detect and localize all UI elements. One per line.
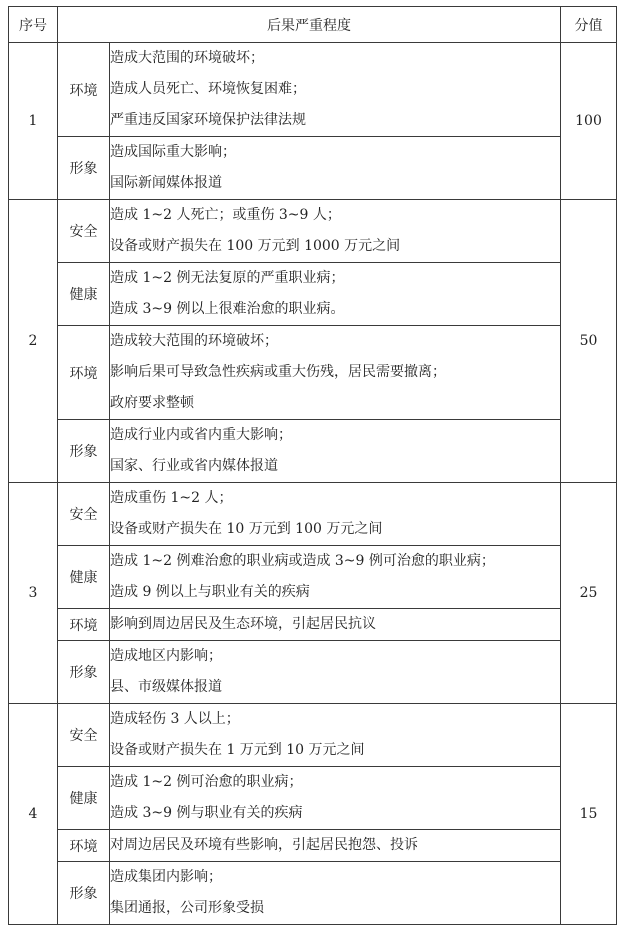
category-cell: 形象 bbox=[58, 420, 110, 483]
table-row bbox=[9, 420, 617, 483]
table-row bbox=[9, 830, 617, 862]
description-line: 造成地区内影响； bbox=[110, 648, 222, 664]
description-cell bbox=[110, 200, 561, 263]
category-cell: 形象 bbox=[58, 641, 110, 704]
description-line: 造成 1~2 例可治愈的职业病； bbox=[110, 774, 303, 790]
description-line: 造成 3~9 例与职业有关的疾病 bbox=[110, 805, 303, 821]
description-cell bbox=[110, 483, 561, 546]
description-line: 影响后果可导致急性疾病或重大伤残，居民需要撤离； bbox=[110, 364, 446, 380]
description-cell bbox=[110, 862, 561, 925]
description-cell bbox=[110, 767, 561, 830]
description-line: 造成 1~2 例难治愈的职业病或造成 3~9 例可治愈的职业病； bbox=[110, 553, 495, 569]
category-cell: 环境 bbox=[58, 830, 110, 862]
description-line: 集团通报，公司形象受损 bbox=[110, 900, 264, 916]
category-cell: 安全 bbox=[58, 200, 110, 263]
description-line: 国家、行业或省内媒体报道 bbox=[110, 458, 278, 474]
category-cell: 形象 bbox=[58, 862, 110, 925]
description-line: 造成重伤 1~2 人； bbox=[110, 490, 233, 506]
category-cell: 安全 bbox=[58, 704, 110, 767]
table-row bbox=[9, 862, 617, 925]
category-cell: 环境 bbox=[58, 43, 110, 137]
category-cell: 健康 bbox=[58, 546, 110, 609]
description-line: 造成 3~9 例以上很难治愈的职业病。 bbox=[110, 301, 345, 317]
score-cell: 100 bbox=[561, 43, 617, 200]
description-cell bbox=[110, 546, 561, 609]
row-number-cell: 2 bbox=[9, 200, 58, 483]
category-cell: 环境 bbox=[58, 609, 110, 641]
description-line: 造成大范围的环境破坏； bbox=[110, 50, 264, 66]
table-row bbox=[9, 704, 617, 767]
table-row bbox=[9, 43, 617, 137]
description-line: 国际新闻媒体报道 bbox=[110, 175, 222, 191]
description-line: 设备或财产损失在 1 万元到 10 万元之间 bbox=[110, 742, 365, 758]
description-line: 造成国际重大影响； bbox=[110, 144, 236, 160]
category-cell: 形象 bbox=[58, 137, 110, 200]
description-cell bbox=[110, 704, 561, 767]
table-row bbox=[9, 767, 617, 830]
description-cell bbox=[110, 263, 561, 326]
row-number-cell: 4 bbox=[9, 704, 58, 925]
header-description: 后果严重程度 bbox=[58, 7, 561, 43]
category-cell: 环境 bbox=[58, 326, 110, 420]
description-line: 设备或财产损失在 100 万元到 1000 万元之间 bbox=[110, 238, 401, 254]
description-cell bbox=[110, 609, 561, 641]
description-line: 造成集团内影响； bbox=[110, 869, 222, 885]
table-row bbox=[9, 326, 617, 420]
description-line: 造成行业内或省内重大影响； bbox=[110, 427, 292, 443]
table-row bbox=[9, 546, 617, 609]
description-cell bbox=[110, 641, 561, 704]
description-line: 县、市级媒体报道 bbox=[110, 679, 222, 695]
description-line: 造成人员死亡、环境恢复困难； bbox=[110, 81, 306, 97]
table-row bbox=[9, 200, 617, 263]
category-cell: 安全 bbox=[58, 483, 110, 546]
description-cell bbox=[110, 420, 561, 483]
description-line: 政府要求整顿 bbox=[110, 395, 194, 411]
description-cell bbox=[110, 137, 561, 200]
table-row bbox=[9, 609, 617, 641]
severity-table bbox=[8, 6, 617, 925]
score-cell: 25 bbox=[561, 483, 617, 704]
description-line: 严重违反国家环境保护法律法规 bbox=[110, 112, 306, 128]
row-number-cell: 3 bbox=[9, 483, 58, 704]
score-cell: 50 bbox=[561, 200, 617, 483]
table-row bbox=[9, 263, 617, 326]
description-cell bbox=[110, 43, 561, 137]
description-line: 造成 9 例以上与职业有关的疾病 bbox=[110, 584, 310, 600]
description-line: 造成 1~2 人死亡；或重伤 3~9 人； bbox=[110, 207, 341, 223]
table-row bbox=[9, 137, 617, 200]
description-line: 造成 1~2 例无法复原的严重职业病； bbox=[110, 270, 345, 286]
category-cell: 健康 bbox=[58, 263, 110, 326]
category-cell: 健康 bbox=[58, 767, 110, 830]
description-cell bbox=[110, 326, 561, 420]
table-header bbox=[9, 7, 617, 43]
score-cell: 15 bbox=[561, 704, 617, 925]
description-cell bbox=[110, 830, 561, 862]
description-line: 影响到周边居民及生态环境，引起居民抗议 bbox=[110, 616, 376, 632]
table-body bbox=[9, 43, 617, 925]
header-no: 序号 bbox=[9, 7, 58, 43]
description-line: 造成轻伤 3 人以上； bbox=[110, 711, 240, 727]
row-number-cell: 1 bbox=[9, 43, 58, 200]
description-line: 设备或财产损失在 10 万元到 100 万元之间 bbox=[110, 521, 383, 537]
header-row bbox=[9, 7, 617, 43]
description-line: 造成较大范围的环境破坏； bbox=[110, 333, 278, 349]
table-row bbox=[9, 641, 617, 704]
description-line: 对周边居民及环境有些影响，引起居民抱怨、投诉 bbox=[110, 837, 418, 853]
table-row bbox=[9, 483, 617, 546]
header-score: 分值 bbox=[561, 7, 617, 43]
